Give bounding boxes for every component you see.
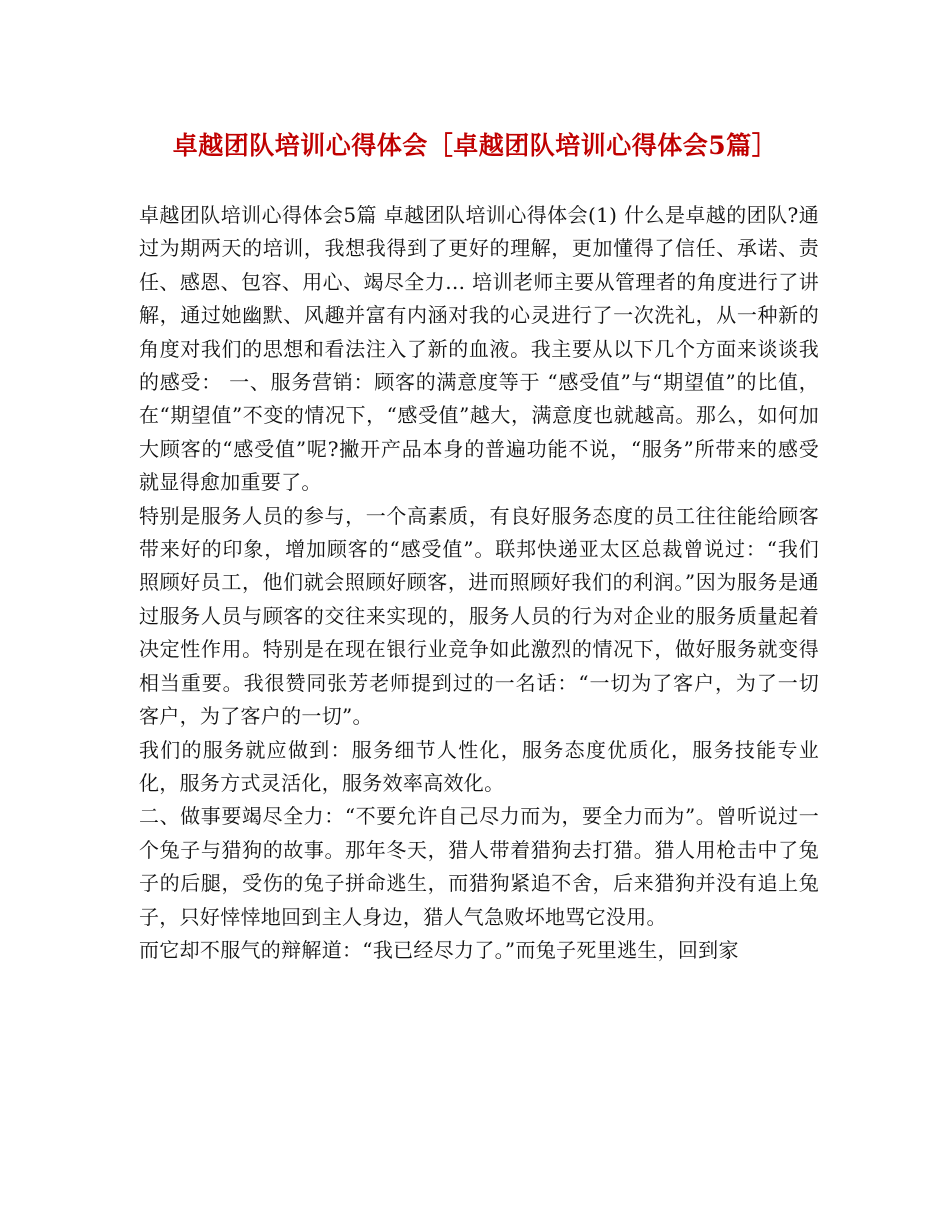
paragraph-4: 二、做事要竭尽全力：“不要允许自己尽力而为，要全力而为”。曾听说过一个兔子与猎狗的故事。那年冬天，猎人带着猎狗去打猎。猎人用枪击中了兔子的后腿，受伤的兔子拼命逃生，而猎狗紧追不舍，后来猎狗并没有追上兔子，只好悻悻地回到主人身边，猎人气急败坏地骂它没用。 xyxy=(139,804,819,929)
paragraph-5: 而它却不服气的辩解道：“我已经尽力了。”而兔子死里逃生，回到家 xyxy=(139,937,739,962)
paragraph-2: 特别是服务人员的参与，一个高素质，有良好服务态度的员工往往能给顾客带来好的印象，增加顾客的“感受值”。联邦快递亚太区总裁曾说过：“我们照顾好员工，他们就会照顾好顾客，进而照顾好我们的利润。”因为服务是通过服务人员与顾客的交往来实现的，服务人员的行为对企业的服务质量起着决定性作用。特别是在现在银行业竞争如此激烈的情况下，做好服务就变得相当重要。我很赞同张芳老师提到过的一名话：“一切为了客户，为了一切客户，为了客户的一切”。 xyxy=(139,503,819,729)
paragraph-3: 我们的服务就应做到：服务细节人性化，服务态度优质化，服务技能专业化，服务方式灵活化，服务效率高效化。 xyxy=(139,737,819,795)
document-title: 卓越团队培训心得体会［卓越团队培训心得体会5篇］ xyxy=(172,131,778,160)
document-body xyxy=(139,199,819,967)
paragraph-1: 卓越团队培训心得体会5篇 卓越团队培训心得体会(1) 什么是卓越的团队?通过为期两天的培训，我想我得到了更好的理解，更加懂得了信任、承诺、责任、感恩、包容、用心、竭尽全力… 培训老师主要从管理者的角度进行了讲解，通过她幽默、风趣并富有内涵对我的心灵进行了一次洗礼，从一种新的角度对我们的思想和看法注入了新的血液。我主要从以下几个方面来谈谈我的感受： 一、服务营销：顾客的满意度等于 “感受值”与“期望值”的比值，在“期望值”不变的情况下，“感受值”越大，满意度也就越高。那么，如何加大顾客的“感受值”呢?撇开产品本身的普遍功能不说，“服务”所带来的感受就显得愈加重要了。 xyxy=(139,203,819,495)
